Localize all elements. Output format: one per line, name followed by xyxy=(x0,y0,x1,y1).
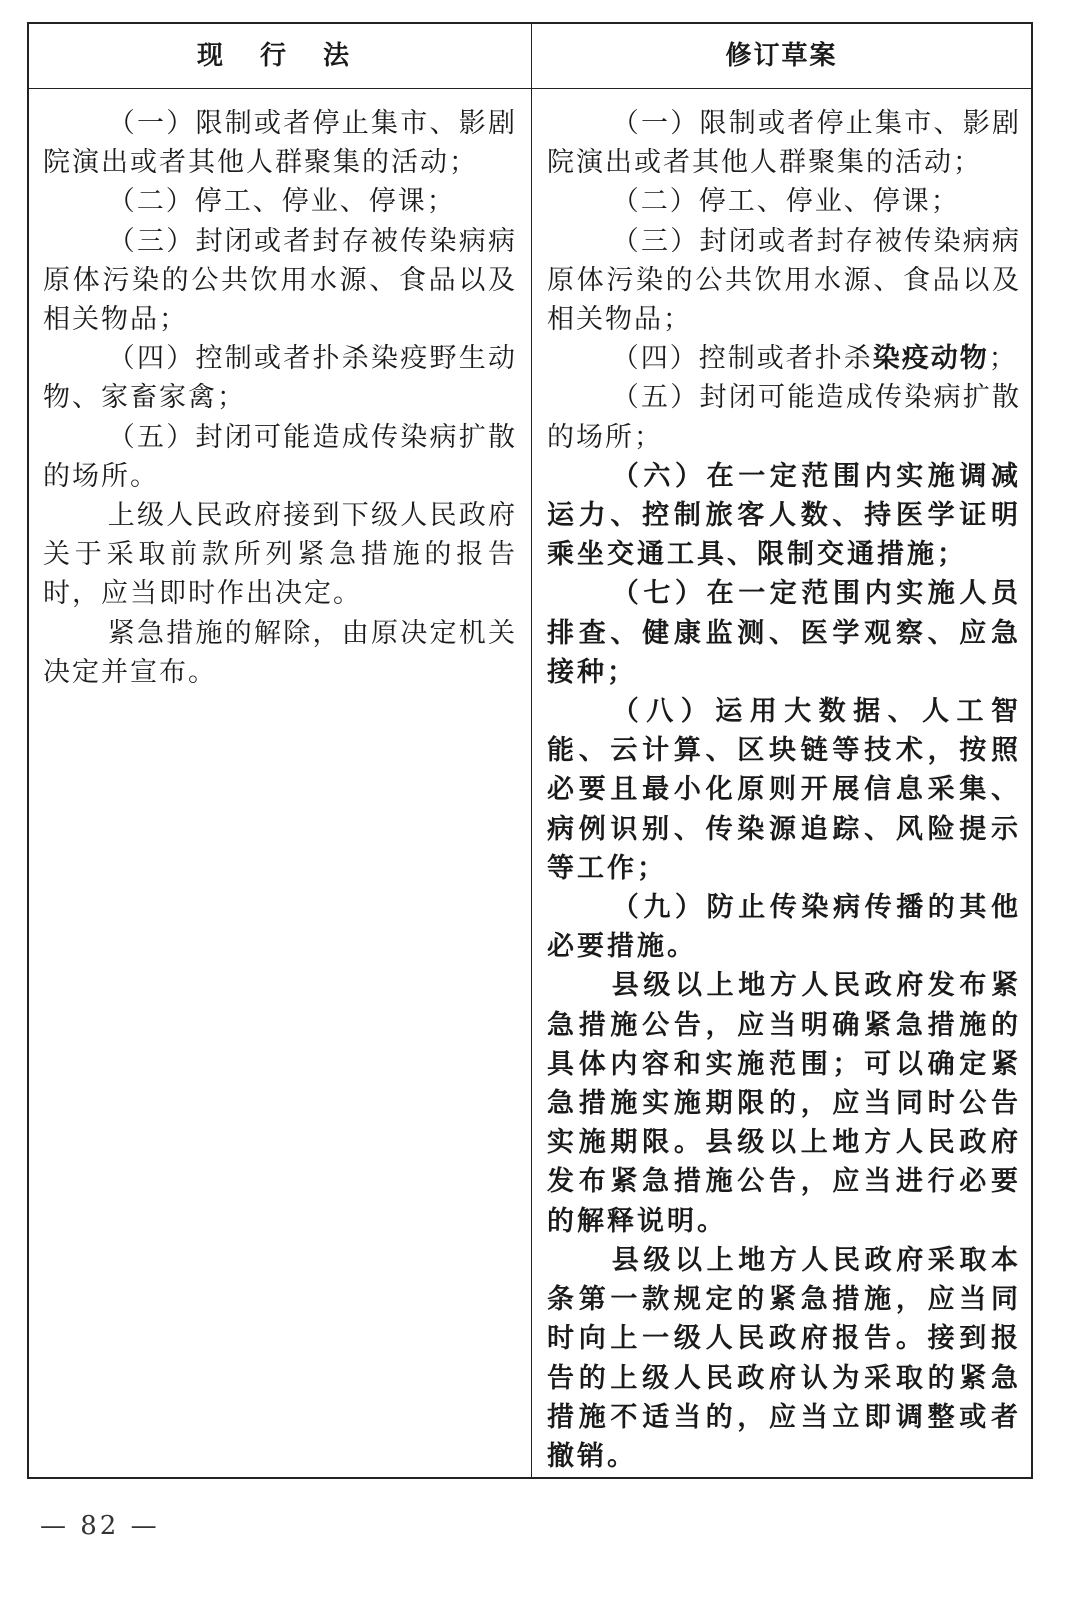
right-paragraph-new: （九）防止传染病传播的其他必要措施。 xyxy=(547,892,1021,963)
revision-draft-column xyxy=(547,104,1021,1476)
right-paragraph xyxy=(547,339,1021,378)
current-law-column xyxy=(43,104,517,692)
left-paragraph: （一）限制或者停止集市、影剧院演出或者其他人群聚集的活动； xyxy=(43,108,517,179)
comparison-table xyxy=(27,22,1033,1479)
left-paragraph: 紧急措施的解除，由原决定机关决定并宣布。 xyxy=(43,617,517,688)
page-number: — 82 — xyxy=(40,1511,160,1541)
left-paragraph: （二）停工、停业、停课； xyxy=(107,186,456,218)
right-paragraph: （二）停工、停业、停课； xyxy=(611,186,960,218)
right-paragraph: （一）限制或者停止集市、影剧院演出或者其他人群聚集的活动； xyxy=(547,108,1021,179)
p4-end-punct: ； xyxy=(988,343,1018,375)
header-divider xyxy=(29,88,1031,89)
column-divider xyxy=(531,24,532,1477)
right-paragraph-new: 县级以上地方人民政府发布紧急措施公告，应当明确紧急措施的具体内容和实施范围；可以确定紧急措施实施期限的，应当同时公告实施期限。县级以上地方人民政府发布紧急措施公告，应当进行必要的解释说明。 xyxy=(547,970,1021,1237)
right-paragraph-new: 县级以上地方人民政府采取本条第一款规定的紧急措施，应当同时向上一级人民政府报告。接到报告的上级人民政府认为采取的紧急措施不适当的，应当立即调整或者撤销。 xyxy=(547,1244,1021,1472)
right-paragraph-new: （八）运用大数据、人工智能、云计算、区块链等技术，按照必要且最小化原则开展信息采集、病例识别、传染源追踪、风险提示等工作； xyxy=(547,696,1021,884)
right-paragraph-new: （六）在一定范围内实施调减运力、控制旅客人数、持医学证明乘坐交通工具、限制交通措施； xyxy=(547,460,1021,571)
left-paragraph: （五）封闭可能造成传染病扩散的场所。 xyxy=(43,421,517,492)
header-current-law: 现 行 法 xyxy=(196,41,364,71)
left-paragraph: （四）控制或者扑杀染疫野生动物、家畜家禽； xyxy=(43,343,517,414)
header-revision-draft: 修订草案 xyxy=(725,41,838,71)
left-paragraph: （三）封闭或者封存被传染病病原体污染的公共饮用水源、食品以及相关物品； xyxy=(43,225,517,336)
right-paragraph-new: （七）在一定范围内实施人员排查、健康监测、医学观察、应急接种； xyxy=(547,578,1021,688)
p4-amended-text: 染疫动物 xyxy=(872,343,989,375)
left-paragraph: 上级人民政府接到下级人民政府关于采取前款所列紧急措施的报告时，应当即时作出决定。 xyxy=(43,500,517,610)
p4-plain-text: （四）控制或者扑杀 xyxy=(611,343,873,375)
right-paragraph: （三）封闭或者封存被传染病病原体污染的公共饮用水源、食品以及相关物品； xyxy=(547,225,1021,336)
right-paragraph: （五）封闭可能造成传染病扩散的场所； xyxy=(547,382,1021,453)
